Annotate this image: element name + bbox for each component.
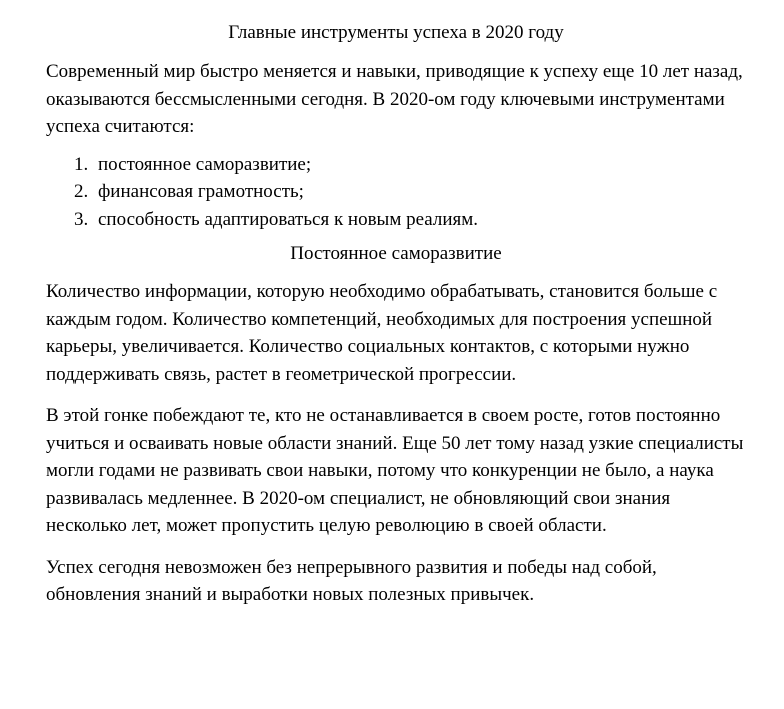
list-item (74, 151, 746, 179)
list-item-text: способность адаптироваться к новым реалиям. (98, 208, 479, 230)
list-item-text: постоянное саморазвитие; (98, 153, 312, 175)
body-paragraph: Количество информации, которую необходимо обрабатывать, становится больше с каждым годом. Количество компетенций, необходимых для построения успешной карьеры, увеличивается. Количество социальных контактов, с которыми нужно поддерживать связь, растет в геометрической прогрессии. (46, 281, 718, 385)
body-paragraph: В этой гонке побеждают те, кто не останавливается в своем росте, готов постоянно учиться и осваивать новые области знаний. Еще 50 лет тому назад узкие специалисты могли годами не развивать свои навыки, потому что конкуренции не было, а наука развивалась медленнее. В 2020-ом специалист, не обновляющий свои знания несколько лет, может пропустить целую революцию в своей области. (46, 405, 744, 536)
list-item-number: 2. (74, 181, 89, 202)
list-item-number: 3. (74, 208, 89, 230)
intro-paragraph: Современный мир быстро меняется и навыки, приводящие к успеху еще 10 лет назад, оказываются бессмысленными сегодня. В 2020-ом году ключевыми инструментами успеха считаются: (46, 61, 743, 137)
list-item (74, 206, 746, 234)
list-item-number: 1. (74, 153, 89, 175)
list-item-text: финансовая грамотность; (98, 181, 304, 202)
document-title: Главные инструменты успеха в 2020 году (228, 22, 564, 43)
body-paragraph: Успех сегодня невозможен без непрерывного развития и победы над собой, обновления знаний и выработки новых полезных привычек. (46, 556, 657, 605)
tools-list (46, 151, 746, 234)
list-item (74, 178, 746, 206)
document-page (46, 20, 746, 623)
section-title: Постоянное саморазвитие (290, 243, 502, 264)
